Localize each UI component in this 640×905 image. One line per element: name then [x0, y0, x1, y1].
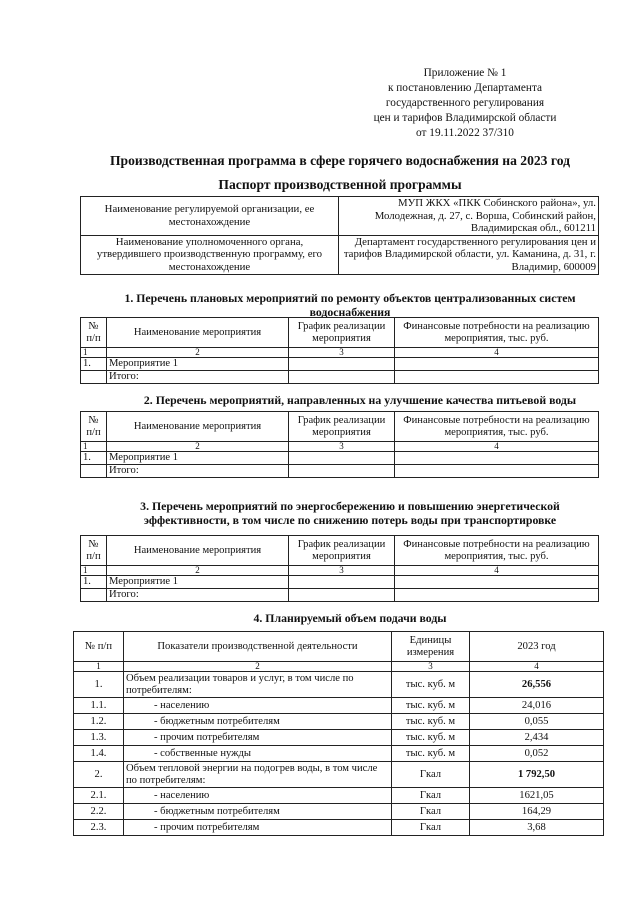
row-num: 1. — [74, 672, 124, 698]
col-header-num: № п/п — [81, 318, 107, 348]
col-number: 2 — [107, 348, 289, 358]
row-unit: тыс. куб. м — [392, 746, 470, 762]
col-number: 4 — [470, 662, 604, 672]
col-header-schedule: График реализации мероприятия — [289, 318, 395, 348]
table-row — [74, 762, 604, 788]
table-row — [74, 804, 604, 820]
table-row — [74, 730, 604, 746]
section-1-table — [80, 317, 599, 384]
table-row — [74, 672, 604, 698]
row-finance — [395, 452, 599, 465]
row-num: 2.3. — [74, 820, 124, 836]
row-num: 2. — [74, 762, 124, 788]
total-finance — [395, 371, 599, 384]
section-3-title: 3. Перечень мероприятий по энергосбережению и повышению энергетической эффективности, в том числе по снижению потерь воды при транспортировке — [140, 499, 560, 527]
col-header-name: Наименование мероприятия — [107, 536, 289, 566]
total-finance — [395, 589, 599, 602]
col-header-name: Наименование мероприятия — [107, 318, 289, 348]
row-unit: тыс. куб. м — [392, 730, 470, 746]
row-unit: Гкал — [392, 804, 470, 820]
total-label: Итого: — [107, 465, 289, 478]
total-schedule — [289, 371, 395, 384]
col-number: 1 — [81, 566, 107, 576]
col-number: 4 — [395, 442, 599, 452]
appendix-line: к постановлению Департамента — [387, 82, 543, 94]
row-schedule — [289, 452, 395, 465]
total-finance — [395, 465, 599, 478]
col-header-finance: Финансовые потребности на реализацию мероприятия, тыс. руб. — [395, 412, 599, 442]
col-number: 2 — [124, 662, 392, 672]
total-label: Итого: — [107, 371, 289, 384]
col-number: 1 — [81, 348, 107, 358]
volume-header-indicator: Показатели производственной деятельности — [124, 632, 392, 662]
appendix-block — [340, 66, 590, 141]
row-schedule — [289, 358, 395, 371]
col-header-num: № п/п — [81, 536, 107, 566]
row-indicator: Объем реализации товаров и услуг, в том числе по потребителям: — [124, 672, 392, 698]
table-row — [74, 746, 604, 762]
row-unit: Гкал — [392, 820, 470, 836]
document-title: Производственная программа в сфере горячего водоснабжения на 2023 год — [109, 153, 570, 168]
row-indicator: - собственные нужды — [124, 746, 392, 762]
appendix-line: Приложение № 1 — [423, 67, 507, 79]
volume-header-year: 2023 год — [470, 632, 604, 662]
passport-table — [80, 196, 599, 275]
row-value: 164,29 — [470, 804, 604, 820]
row-indicator: - бюджетным потребителям — [124, 804, 392, 820]
row-value: 1 792,50 — [470, 762, 604, 788]
row-unit: Гкал — [392, 788, 470, 804]
col-number: 1 — [74, 662, 124, 672]
col-header-name: Наименование мероприятия — [107, 412, 289, 442]
section-2-title: 2. Перечень мероприятий, направленных на улучшение качества питьевой воды — [143, 393, 577, 407]
total-num — [81, 589, 107, 602]
row-num: 1.1. — [74, 698, 124, 714]
row-unit: Гкал — [392, 762, 470, 788]
total-schedule — [289, 465, 395, 478]
section-3-table — [80, 535, 599, 602]
col-number: 3 — [289, 348, 395, 358]
col-number: 4 — [395, 348, 599, 358]
row-unit: тыс. куб. м — [392, 672, 470, 698]
row-indicator: - населению — [124, 788, 392, 804]
document-subtitle: Паспорт производственной программы — [218, 177, 462, 192]
col-number: 2 — [107, 566, 289, 576]
row-indicator: - прочим потребителям — [124, 730, 392, 746]
col-header-schedule: График реализации мероприятия — [289, 536, 395, 566]
row-value: 1621,05 — [470, 788, 604, 804]
row-value: 2,434 — [470, 730, 604, 746]
row-num: 1.3. — [74, 730, 124, 746]
col-header-finance: Финансовые потребности на реализацию мероприятия, тыс. руб. — [395, 536, 599, 566]
appendix-line: государственного регулирования — [385, 97, 545, 109]
passport-authority-label: Наименование уполномоченного органа, утвердившего производственную программу, его местонахождение — [81, 235, 339, 274]
appendix-line: от 19.11.2022 37/310 — [416, 127, 514, 139]
row-value: 24,016 — [470, 698, 604, 714]
row-value: 3,68 — [470, 820, 604, 836]
row-num: 1.4. — [74, 746, 124, 762]
table-row — [74, 788, 604, 804]
row-unit: тыс. куб. м — [392, 698, 470, 714]
col-header-num: № п/п — [81, 412, 107, 442]
row-num: 1.2. — [74, 714, 124, 730]
col-number: 3 — [289, 442, 395, 452]
section-4-title: 4. Планируемый объем подачи воды — [253, 611, 447, 625]
total-label: Итого: — [107, 589, 289, 602]
row-num: 1. — [81, 576, 107, 589]
row-num: 2.2. — [74, 804, 124, 820]
table-row — [74, 698, 604, 714]
row-value: 26,556 — [470, 672, 604, 698]
col-number: 1 — [81, 442, 107, 452]
row-num: 1. — [81, 358, 107, 371]
row-name: Мероприятие 1 — [107, 358, 289, 371]
col-header-schedule: График реализации мероприятия — [289, 412, 395, 442]
col-number: 3 — [392, 662, 470, 672]
row-num: 1. — [81, 452, 107, 465]
volume-header-unit: Единицы измерения — [392, 632, 470, 662]
col-number: 3 — [289, 566, 395, 576]
row-indicator: - населению — [124, 698, 392, 714]
row-indicator: Объем тепловой энергии на подогрев воды, в том числе по потребителям: — [124, 762, 392, 788]
row-unit: тыс. куб. м — [392, 714, 470, 730]
col-header-finance: Финансовые потребности на реализацию мероприятия, тыс. руб. — [395, 318, 599, 348]
col-number: 2 — [107, 442, 289, 452]
table-row — [74, 820, 604, 836]
row-value: 0,055 — [470, 714, 604, 730]
row-name: Мероприятие 1 — [107, 576, 289, 589]
section-1-title: 1. Перечень плановых мероприятий по ремонту объектов централизованных систем водоснабжения — [124, 291, 576, 319]
row-indicator: - прочим потребителям — [124, 820, 392, 836]
passport-authority-value: Департамент государственного регулирования цен и тарифов Владимирской области, ул. Каманина, д. 31, г. Владимир, 600009 — [339, 235, 599, 274]
row-num: 2.1. — [74, 788, 124, 804]
total-num — [81, 371, 107, 384]
volume-table — [73, 631, 604, 836]
table-row — [74, 714, 604, 730]
row-name: Мероприятие 1 — [107, 452, 289, 465]
appendix-line: цен и тарифов Владимирской области — [373, 112, 557, 124]
row-finance — [395, 576, 599, 589]
total-schedule — [289, 589, 395, 602]
row-finance — [395, 358, 599, 371]
volume-header-num: № п/п — [74, 632, 124, 662]
col-number: 4 — [395, 566, 599, 576]
passport-org-label: Наименование регулируемой организации, ее местонахождение — [81, 197, 339, 236]
total-num — [81, 465, 107, 478]
passport-org-value: МУП ЖКХ «ПКК Собинского района», ул. Молодежная, д. 27, с. Ворша, Собинский район, Владимирская обл., 601211 — [339, 197, 599, 236]
row-indicator: - бюджетным потребителям — [124, 714, 392, 730]
section-2-table — [80, 411, 599, 478]
row-value: 0,052 — [470, 746, 604, 762]
row-schedule — [289, 576, 395, 589]
